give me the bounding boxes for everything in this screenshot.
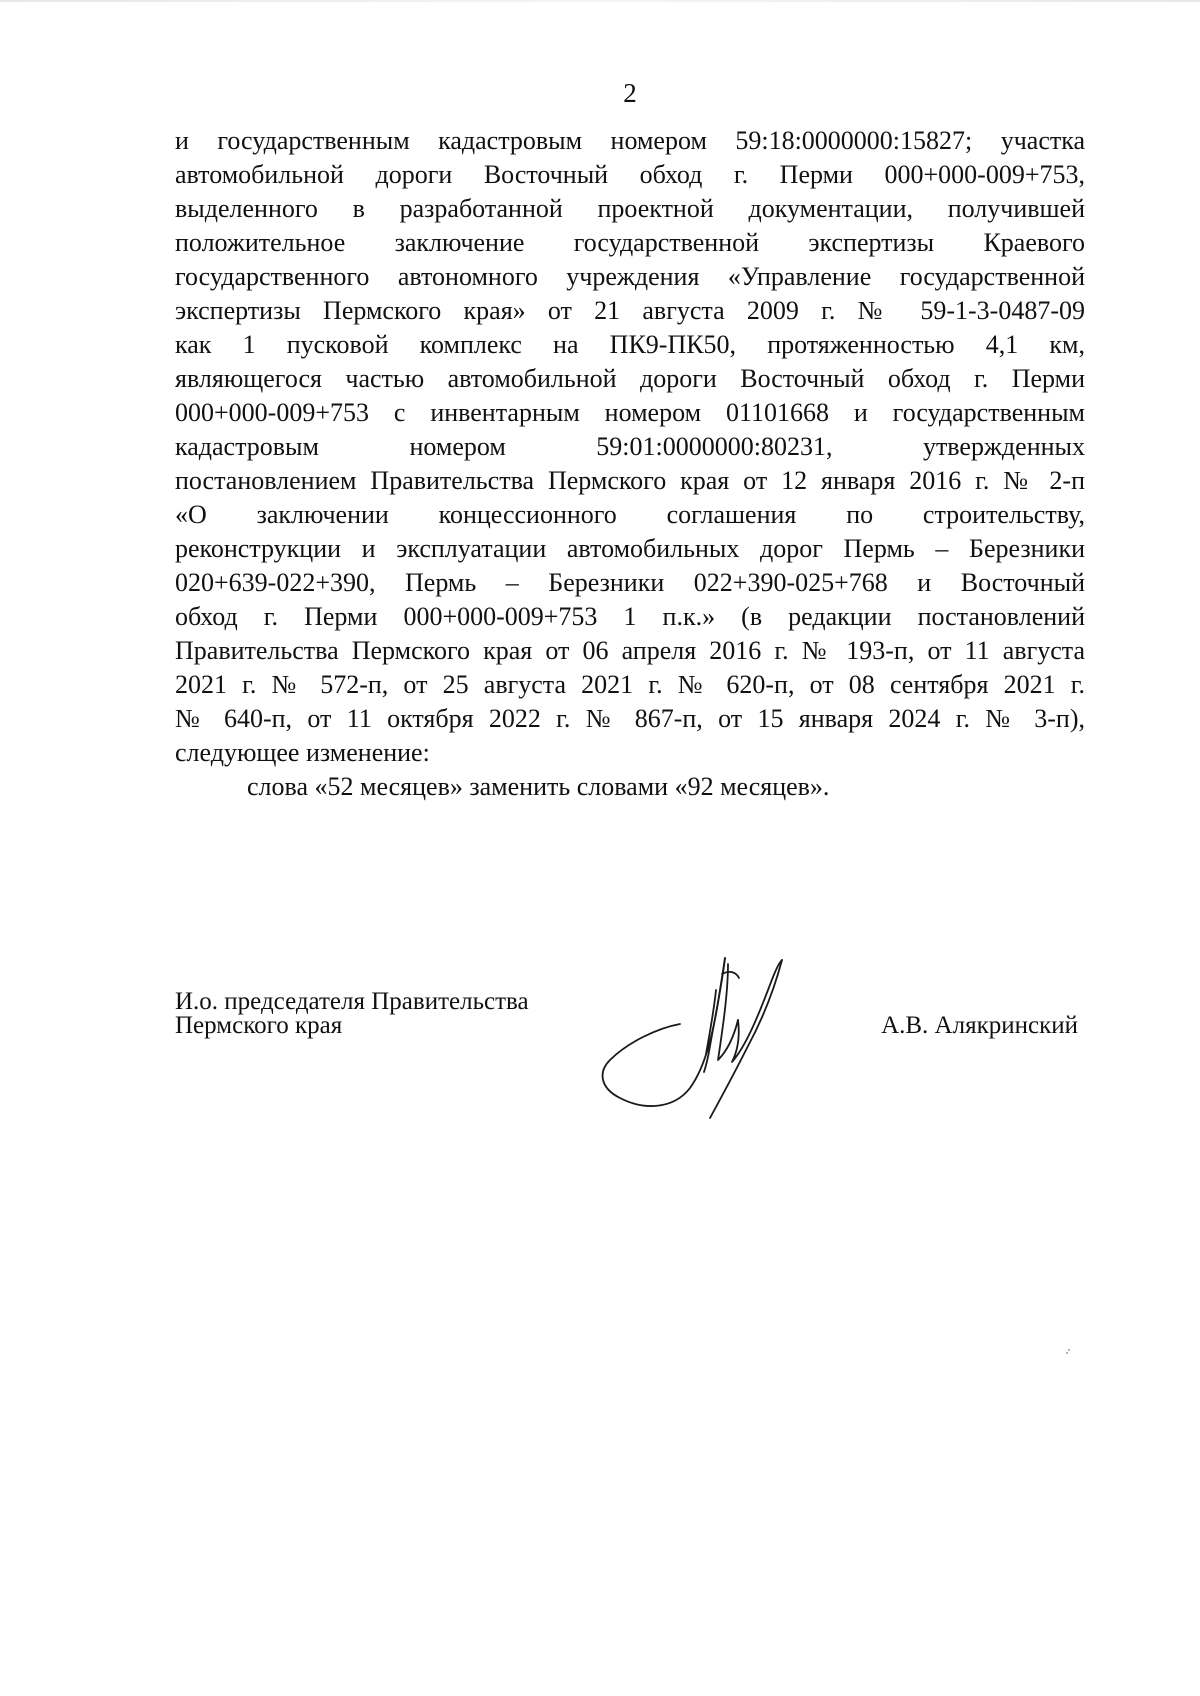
body-line: 000+000-009+753 с инвентарным номером 01101668 и государственным — [175, 398, 1085, 427]
body-line: реконструкции и эксплуатации автомобильных дорог Пермь – Березники — [175, 534, 1085, 563]
page-top-edge — [0, 0, 1200, 2]
scan-speck — [1066, 1352, 1068, 1354]
body-line: «О заключении концессионного соглашения по строительству, — [175, 500, 1085, 529]
scan-speck — [1068, 1349, 1070, 1351]
body-line: 020+639-022+390, Пермь – Березники 022+390-025+768 и Восточный — [175, 568, 1085, 597]
body-line: выделенного в разработанной проектной документации, получившей — [175, 194, 1085, 223]
body-line: экспертизы Пермского края» от 21 августа 2009 г. № 59-1-3-0487-09 — [175, 296, 1085, 325]
body-line: кадастровым номером 59:01:0000000:80231, утвержденных — [175, 432, 1085, 461]
body-line: государственного автономного учреждения «Управление государственной — [175, 262, 1085, 291]
body-line: обход г. Перми 000+000-009+753 1 п.к.» (в редакции постановлений — [175, 602, 1085, 631]
body-line: Правительства Пермского края от 06 апреля 2016 г. № 193-п, от 11 августа — [175, 636, 1085, 665]
document-body — [175, 124, 1085, 804]
body-line: постановлением Правительства Пермского края от 12 января 2016 г. № 2-п — [175, 466, 1085, 495]
page-number: 2 — [623, 78, 637, 108]
signatory-position-line: Пермского края — [175, 1012, 343, 1039]
body-line: № 640-п, от 11 октября 2022 г. № 867-п, от 15 января 2024 г. № 3-п), — [175, 704, 1085, 733]
body-line: автомобильной дороги Восточный обход г. Перми 000+000-009+753, — [175, 160, 1085, 189]
body-line: положительное заключение государственной экспертизы Краевого — [175, 228, 1085, 257]
body-line: являющегося частью автомобильной дороги Восточный обход г. Перми — [175, 364, 1085, 393]
body-line: следующее изменение: — [175, 738, 430, 767]
handwritten-signature — [598, 950, 848, 1130]
signatory-name: А.В. Алякринский — [881, 1012, 1078, 1039]
body-line: и государственным кадастровым номером 59:18:0000000:15827; участка — [175, 126, 1085, 155]
signatory-position — [175, 990, 529, 1038]
signatory-position-line: И.о. председателя Правительства — [175, 988, 529, 1015]
body-line: 2021 г. № 572-п, от 25 августа 2021 г. № 620-п, от 08 сентября 2021 г. — [175, 670, 1085, 699]
amendment-paragraph: слова «52 месяцев» заменить словами «92 месяцев». — [247, 772, 830, 801]
body-line: как 1 пусковой комплекс на ПК9-ПК50, протяженностью 4,1 км, — [175, 330, 1085, 359]
